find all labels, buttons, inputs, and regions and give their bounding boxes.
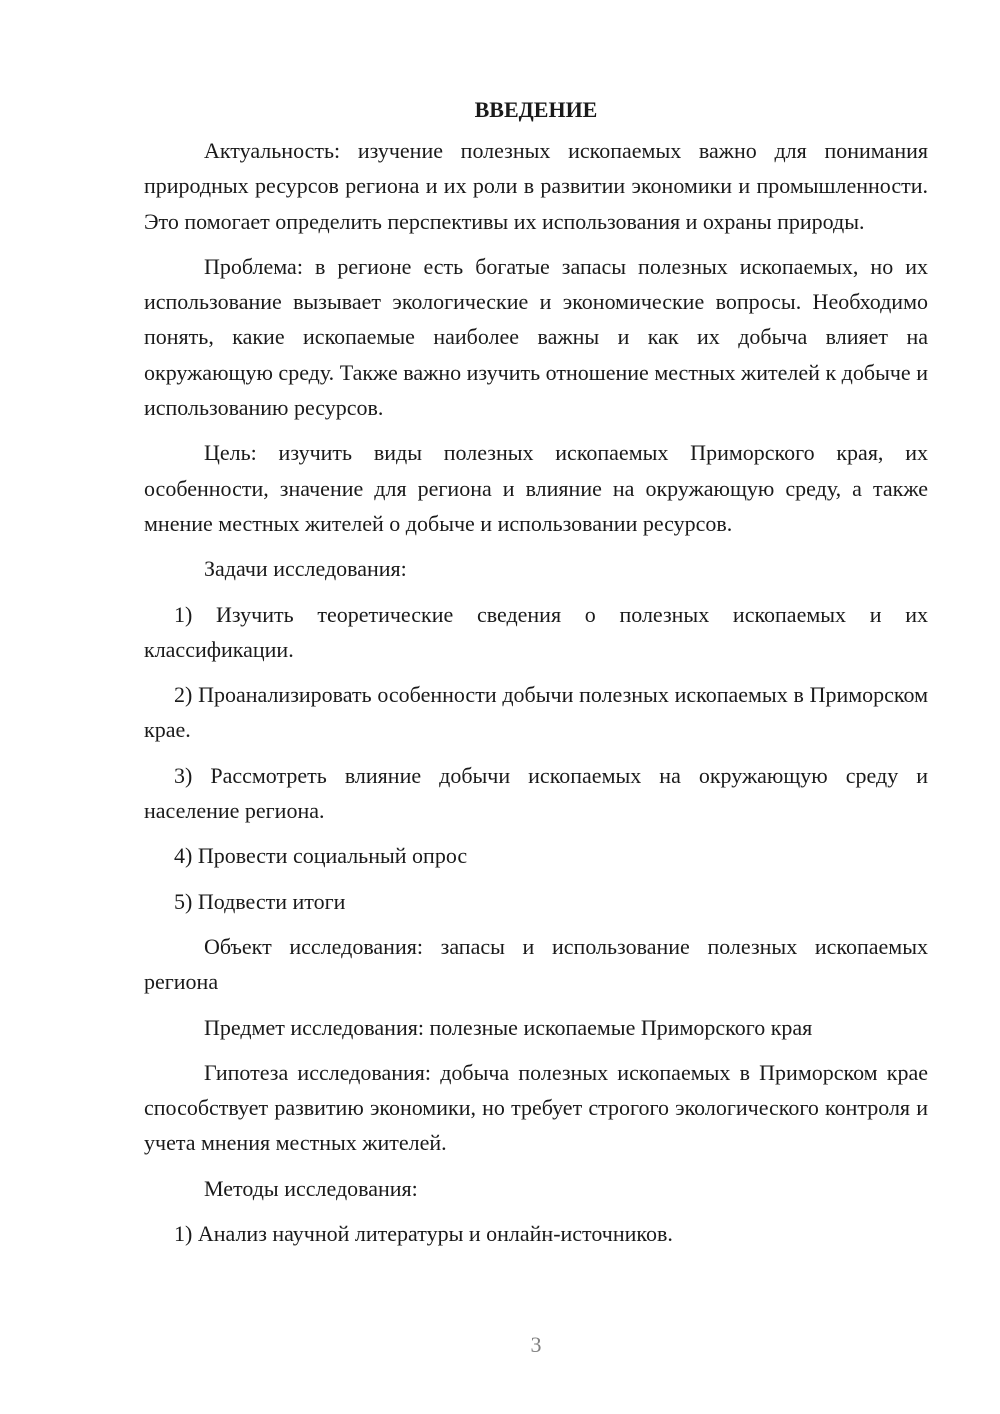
hypothesis-paragraph: Гипотеза исследования: добыча полезных ископаемых в Приморском крае способствует развитию экономики, но требует строгого экологического контроля и учета мнения местных жителей. [144, 1059, 928, 1156]
goal-paragraph: Цель: изучить виды полезных ископаемых Приморского края, их особенности, значение для региона и влияние на окружающую среду, а также мнение местных жителей о добыче и использовании ресурсов. [144, 440, 928, 536]
task-item-2: 2) Проанализировать особенности добычи полезных ископаемых в Приморском крае. [144, 682, 928, 743]
task-item-4: 4) Провести социальный опрос [174, 843, 468, 869]
problem-paragraph: Проблема: в регионе есть богатые запасы полезных ископаемых, но их использование вызывает экологические и экономические вопросы. Необходимо понять, какие ископаемые наиболее важны и как их добыча влияет на окружающую среду. Также важно изучить отношение местных жителей к добыче и использованию ресурсов. [144, 253, 928, 421]
tasks-heading: Задачи исследования: [204, 556, 407, 582]
task-item-3: 3) Рассмотреть влияние добычи ископаемых на окружающую среду и население региона. [144, 762, 928, 824]
task-item-5: 5) Подвести итоги [174, 888, 346, 914]
method-item-1: 1) Анализ научной литературы и онлайн-источников. [174, 1221, 673, 1247]
page-number: 3 [530, 1332, 542, 1357]
subject-paragraph: Предмет исследования: полезные ископаемые Приморского края [204, 1014, 813, 1040]
object-paragraph: Объект исследования: запасы и использование полезных ископаемых региона [144, 933, 928, 995]
methods-heading: Методы исследования: [204, 1175, 418, 1201]
document-body [144, 92, 928, 1261]
section-title: ВВЕДЕНИЕ [474, 97, 598, 122]
relevance-paragraph: Актуальность: изучение полезных ископаемых важно для понимания природных ресурсов региона и их роли в развитии экономики и промышленности. Это помогает определить перспективы их использования и охраны природы. [144, 138, 928, 234]
task-item-1: 1) Изучить теоретические сведения о полезных ископаемых и их классификации. [144, 601, 928, 662]
